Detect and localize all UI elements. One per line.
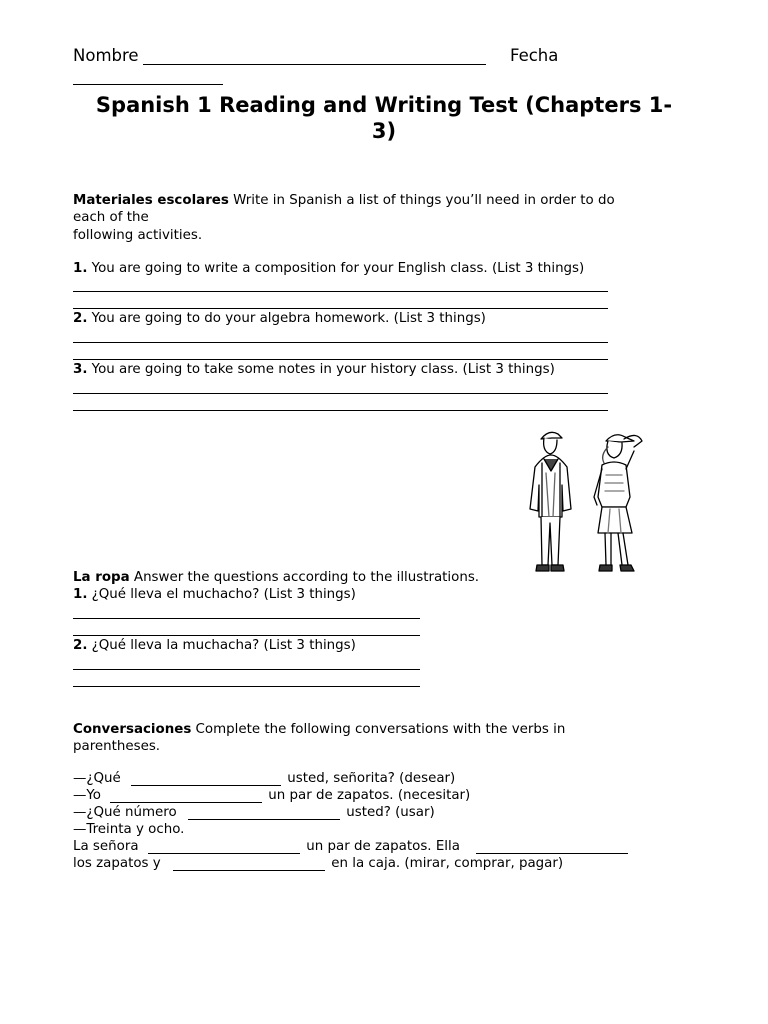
answer-line: [73, 635, 420, 636]
dialog-line-6: los zapatos y: [73, 856, 165, 871]
ropa-question-1: 1. ¿Qué lleva el muchacho? (List 3 things): [73, 587, 356, 602]
answer-line: [73, 342, 608, 343]
materiales-question-3: 3. You are going to take some notes in your history class. (List 3 things): [73, 362, 555, 377]
dialog-line-3-end: usted? (usar): [342, 805, 435, 820]
fill-blank: [173, 870, 325, 871]
page-title-line2: 3): [371, 119, 397, 143]
answer-line: [73, 618, 420, 619]
dialog-line-5-mid: un par de zapatos. Ella: [302, 839, 465, 854]
dialog-line-6-end: en la caja. (mirar, comprar, pagar): [327, 856, 564, 871]
conversaciones-intro-line1: Conversaciones Complete the following conversations with the verbs in: [73, 722, 566, 737]
conversaciones-heading: Conversaciones: [73, 722, 192, 737]
materiales-intro-line2: each of the: [73, 210, 149, 225]
dialog-line-5: La señora: [73, 839, 143, 854]
dialog-line-4: —Treinta y ocho.: [73, 822, 185, 837]
ropa-question-2: 2. ¿Qué lleva la muchacha? (List 3 things): [73, 638, 356, 653]
ropa-heading: La ropa: [73, 570, 130, 585]
answer-line: [73, 669, 420, 670]
answer-line: [73, 410, 608, 411]
answer-line: [73, 308, 608, 309]
answer-line: [73, 291, 608, 292]
materiales-question-2: 2. You are going to do your algebra homework. (List 3 things): [73, 311, 486, 326]
page-title-line1: Spanish 1 Reading and Writing Test (Chapters 1-: [95, 93, 673, 117]
fill-blank: [476, 853, 628, 854]
materiales-intro-line3: following activities.: [73, 228, 203, 243]
dialog-line-2-end: un par de zapatos. (necesitar): [264, 788, 471, 803]
conversaciones-intro-line2: parentheses.: [73, 739, 161, 754]
materiales-heading: Materiales escolares: [73, 193, 229, 208]
materiales-question-1: 1. You are going to write a composition for your English class. (List 3 things): [73, 261, 585, 276]
fill-blank: [131, 785, 281, 786]
answer-line: [73, 359, 608, 360]
name-label: Nombre: [73, 46, 139, 65]
fill-blank: [188, 819, 340, 820]
answer-line: [73, 393, 608, 394]
answer-line: [73, 686, 420, 687]
date-blank: [73, 84, 223, 85]
dialog-line-3: —¿Qué número: [73, 805, 181, 820]
boy-and-girl-illustration: [522, 425, 662, 585]
name-blank: [143, 64, 486, 65]
materiales-intro-text: Write in Spanish a list of things you’ll need in order to do: [228, 193, 615, 208]
dialog-line-1-end: usted, señorita? (desear): [283, 771, 456, 786]
dialog-line-2: —Yo: [73, 788, 106, 803]
fill-blank: [110, 802, 262, 803]
materiales-intro-line1: [73, 192, 615, 209]
fill-blank: [148, 853, 300, 854]
ropa-intro: La ropa Answer the questions according to the illustrations.: [73, 570, 480, 585]
dialog-line-1: —¿Qué: [73, 771, 126, 786]
date-label: Fecha: [510, 46, 559, 65]
